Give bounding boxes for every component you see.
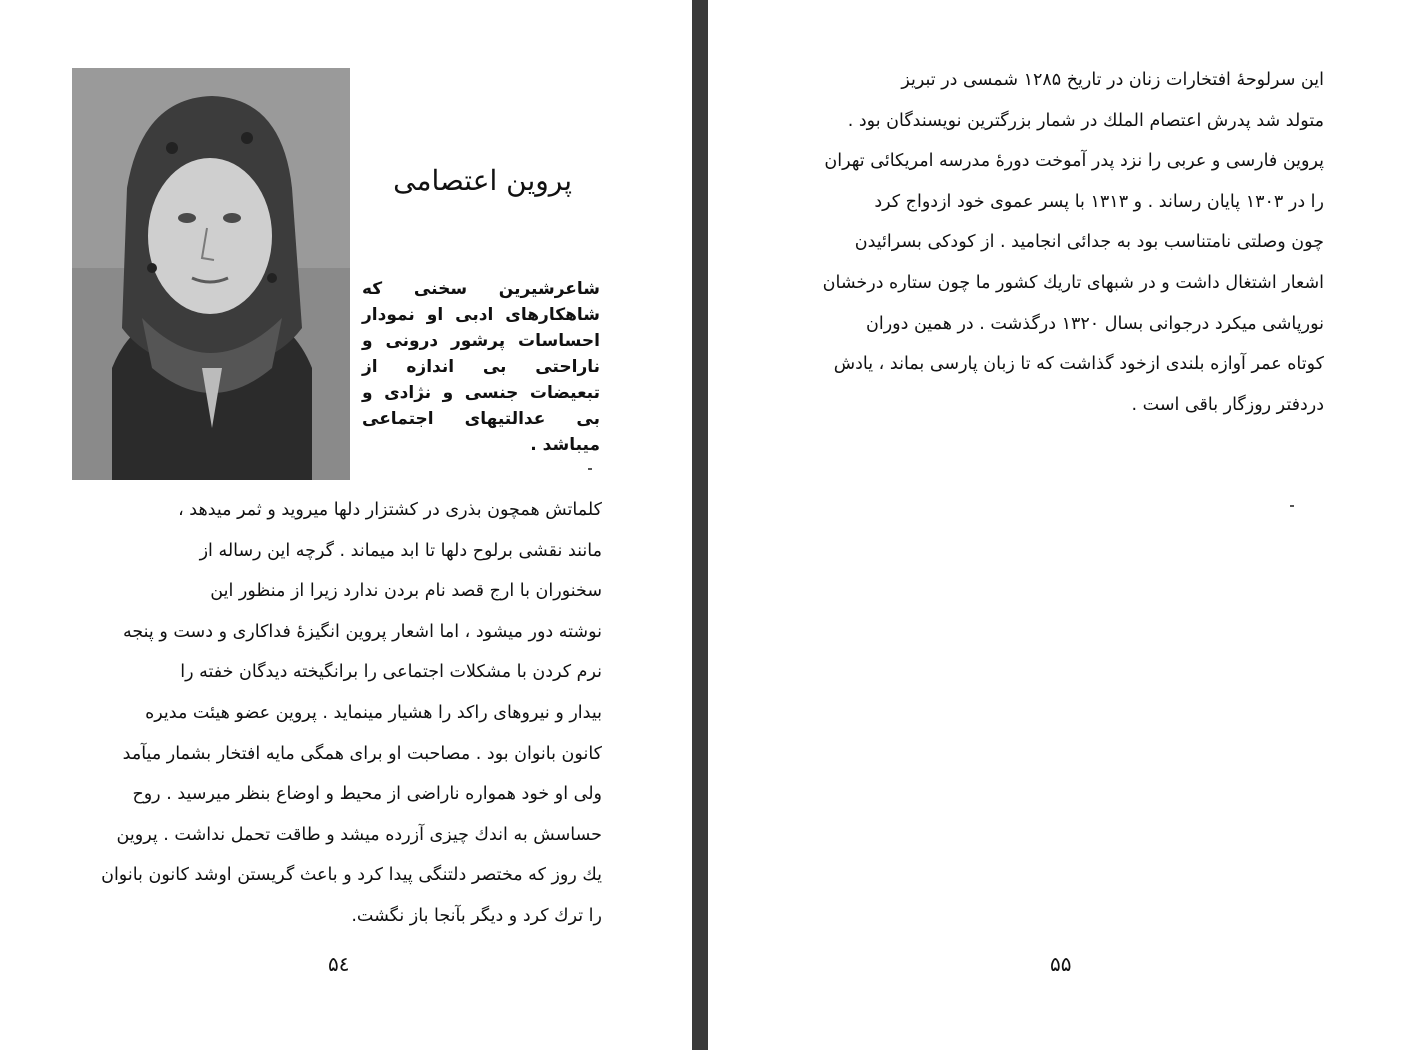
text-line: کانون بانوان بود . مصاحبت او برای همگی مایه افتخار بشمار میآمد: [122, 743, 602, 764]
print-speck: [1290, 505, 1294, 507]
text-line: دردفتر روزگار باقی است .: [1131, 394, 1324, 415]
page-number: ۵٤: [328, 952, 350, 976]
text-line: را در ۱۳۰۳ پایان رساند . و ۱۳۱۳ با پسر عموی خود ازدواج کرد: [874, 191, 1324, 212]
page-number: ۵۵: [1050, 952, 1072, 976]
text-line: اشعار اشتغال داشت و در شبهای تاریك کشور ما چون ستاره درخشان: [822, 272, 1324, 293]
text-line: نوشته دور میشود ، اما اشعار پروین انگیزهٔ فداکاری و دست و پنجه: [122, 621, 602, 642]
portrait-photo: [72, 68, 350, 480]
left-body-text: [80, 490, 602, 937]
text-line: حساسش به اندك چیزی آزرده میشد و طاقت تحمل نداشت . پروین: [116, 824, 602, 845]
left-page: [0, 0, 692, 1050]
right-body-text: [802, 60, 1324, 425]
print-speck: [588, 468, 592, 470]
text-line: نرم کردن با مشکلات اجتماعی را برانگیخته دیدگان خفته را: [180, 662, 602, 683]
book-spine: [692, 0, 708, 1050]
text-line: کلماتش همچون بذری در کشتزار دلها میروید و ثمر میدهد ،: [178, 500, 602, 520]
portrait-illustration: [72, 68, 350, 480]
text-line: سخنوران با ارج قصد نام بردن ندارد زیرا از منظور این: [210, 581, 602, 602]
text-line: مانند نقشی برلوح دلها تا ابد میماند . گرچه این رساله از: [199, 540, 602, 561]
text-line: کوتاه عمر آوازه بلندی ازخود گذاشت که تا زبان پارسی بماند ، یادش: [833, 354, 1324, 375]
text-line: یك روز که مختصر دلتنگی پیدا کرد و باعث گریستن اوشد کانون بانوان: [101, 865, 602, 886]
text-line: بیدار و نیروهای راکد را هشیار مینماید . پروین عضو هیئت مدیره: [145, 702, 602, 723]
text-line: ولی او خود همواره ناراضی از محیط و اوضاع بنظر میرسید . روح: [132, 784, 602, 805]
text-line: را ترك کرد و دیگر بآنجا باز نگشت.: [351, 905, 602, 926]
text-line: چون وصلتی نامتناسب بود به جدائی انجامید . از کودکی بسرائیدن: [854, 232, 1324, 253]
text-line: نورپاشی میکرد درجوانی بسال ۱۳۲۰ درگذشت . در همین دوران: [866, 313, 1324, 334]
photo-caption: شاعرشیرین سخنی که شاهکارهای ادبی او نمودار احساسات پرشور درونی و ناراحتی بی اندازه از تبعیضات جنسی و نژادی و بی عدالتیهای اجتماعی میباشد .: [362, 279, 600, 455]
text-line: این سرلوحهٔ افتخارات زنان در تاریخ ۱۲۸۵ شمسی در تبریز: [901, 70, 1324, 90]
text-line: پروین فارسی و عربی را نزد پدر آموخت دورهٔ مدرسه امریکائی تهران: [824, 151, 1324, 172]
page-title: پروین اعتصامی: [393, 164, 572, 197]
text-line: متولد شد پدرش اعتصام الملك در شمار بزرگترین نویسندگان بود .: [847, 110, 1324, 131]
